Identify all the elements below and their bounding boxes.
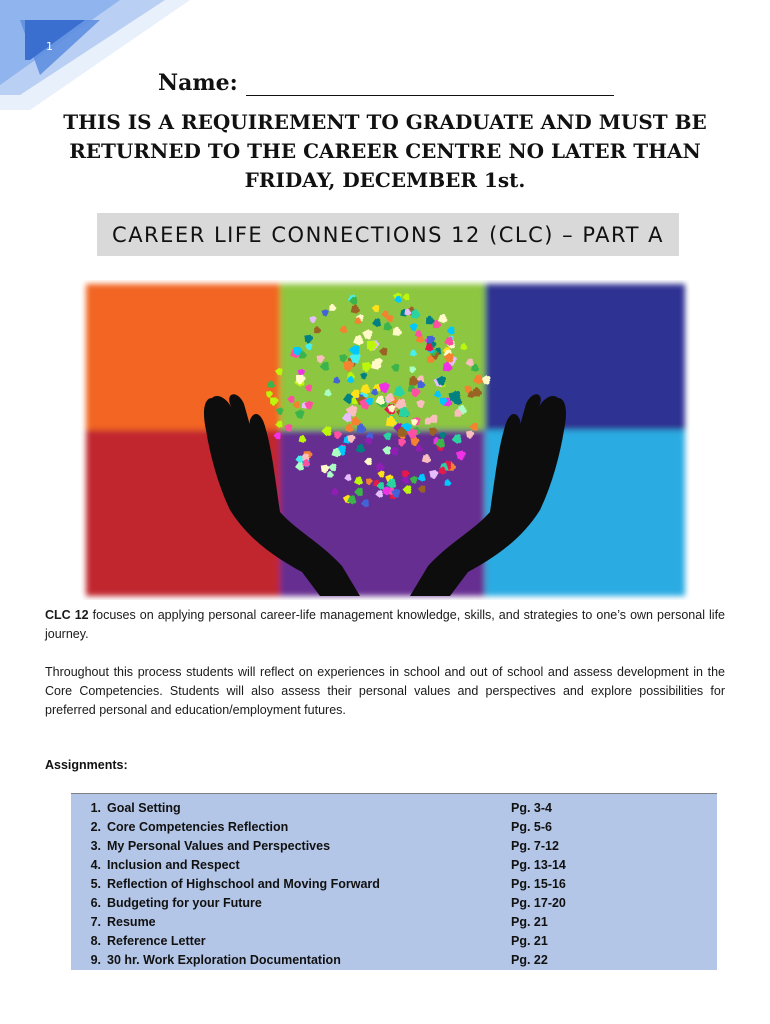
assignment-title: Goal Setting	[107, 800, 181, 815]
assignment-row	[71, 950, 717, 969]
intro-text: focuses on applying personal career-life management knowledge, skills, and strategies to one’s own personal life journey.	[45, 608, 725, 641]
assignment-row	[71, 798, 717, 817]
assignment-pages: Pg. 21	[511, 933, 548, 948]
assignment-pages: Pg. 21	[511, 914, 548, 929]
assignment-title: Reference Letter	[107, 933, 206, 948]
assignment-pages: Pg. 3-4	[511, 800, 552, 815]
assignment-title: Reflection of Highschool and Moving Forward	[107, 876, 380, 891]
assignment-pages: Pg. 5-6	[511, 819, 552, 834]
assignment-number: 7.	[90, 914, 101, 929]
requirement-line: FRIDAY, DECEMBER 1st.	[244, 168, 526, 192]
assignment-number: 4.	[90, 857, 101, 872]
course-title: CAREER LIFE CONNECTIONS 12 (CLC) – PART A	[112, 222, 664, 247]
assignment-title: Resume	[107, 914, 156, 929]
assignment-row	[71, 874, 717, 893]
assignment-pages: Pg. 13-14	[511, 857, 566, 872]
assignment-number: 9.	[90, 952, 101, 967]
assignment-number: 3.	[90, 838, 101, 853]
assignment-pages: Pg. 17-20	[511, 895, 566, 910]
assignment-pages: Pg. 15-16	[511, 876, 566, 891]
assignment-number: 8.	[90, 933, 101, 948]
process-paragraph: Throughout this process students will reflect on experiences in school and out of school and assess development in the Core Competencies. Students will also assess their personal values and perspectives and explore possibilities for preferred personal and education/employment futures.	[45, 665, 725, 717]
assignment-title: Inclusion and Respect	[107, 857, 240, 872]
course-code: CLC 12	[45, 608, 89, 622]
assignments-table	[71, 793, 717, 970]
assignment-pages: Pg. 7-12	[511, 838, 559, 853]
assignment-number: 5.	[90, 876, 101, 891]
assignment-title: My Personal Values and Perspectives	[107, 838, 331, 853]
name-underline[interactable]	[246, 73, 614, 96]
assignment-title: Budgeting for your Future	[107, 895, 262, 910]
requirement-line: RETURNED TO THE CAREER CENTRE NO LATER THAN	[69, 139, 701, 163]
assignment-title: 30 hr. Work Exploration Documentation	[107, 952, 341, 967]
assignment-title: Core Competencies Reflection	[107, 819, 289, 834]
assignments-heading: Assignments:	[45, 758, 128, 772]
requirement-line: THIS IS A REQUIREMENT TO GRADUATE AND MUST BE	[63, 110, 707, 134]
assignment-number: 2.	[90, 819, 101, 834]
assignment-row	[71, 817, 717, 836]
name-label: Name:	[158, 70, 238, 96]
graduation-requirement-notice	[30, 108, 740, 195]
assignment-row	[71, 855, 717, 874]
assignment-number: 1.	[90, 800, 101, 815]
course-title-banner	[97, 213, 679, 256]
assignment-row	[71, 893, 717, 912]
hands-holding-puzzle-globe-illustration	[80, 280, 690, 600]
name-field[interactable]	[158, 66, 614, 96]
assignment-number: 6.	[90, 895, 101, 910]
page-number: 1	[46, 40, 53, 53]
assignment-pages: Pg. 22	[511, 952, 548, 967]
assignment-row	[71, 931, 717, 950]
intro-paragraph	[45, 606, 725, 644]
assignment-row	[71, 912, 717, 931]
assignment-row	[71, 836, 717, 855]
